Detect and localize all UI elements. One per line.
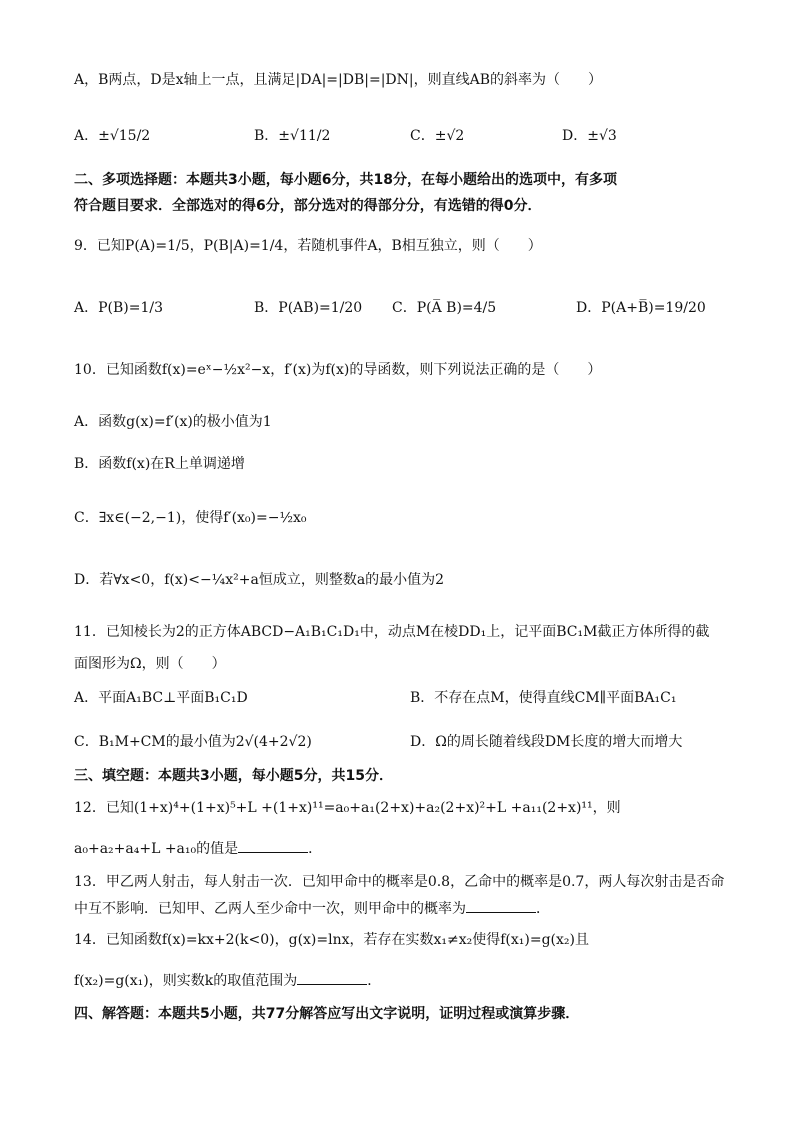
section-4-title: 四、解答题：本题共5小题，共77分解答应写出文字说明，证明过程或演算步骤． (74, 1006, 580, 1022)
q12-line-2: a₀+a₂+a₄+L +a₁₀的值是 ． (74, 838, 322, 859)
q14-line-1: 14．已知函数f(x)=kx+2(k<0)，g(x)=lnx，若存在实数x₁≠x₂使得f(x₁)=g(x₂)且 (74, 932, 589, 948)
q9-option-d: D．P(A+B̅)=19/20 (576, 300, 706, 316)
q10-option-d: D．若∀x<0，f(x)<−¼x²+a恒成立，则整数a的最小值为2 (74, 572, 445, 588)
q11-option-c: C．B₁M+CM的最小值为2√(4+2√2) (74, 734, 312, 750)
q12-line-1: 12．已知(1+x)⁴+(1+x)⁵+L +(1+x)¹¹=a₀+a₁(2+x)+a₂(2+x)²+L +a₁₁(2+x)¹¹，则 (74, 800, 621, 816)
q10-stem: 10．已知函数f(x)=eˣ−½x²−x，f′(x)为f(x)的导函数，则下列说法正确的是（ ） (74, 362, 602, 378)
section-2-title-line-2: 符合题目要求．全部选对的得6分，部分选对的得部分分，有选错的得0分． (74, 198, 542, 214)
q8-stem: A，B两点，D是x轴上一点，且满足|DA|=|DB|=|DN|，则直线AB的斜率为（ ） (74, 72, 602, 88)
q13-line-2: 中互不影响．已知甲、乙两人至少命中一次，则甲命中的概率为 ． (74, 898, 550, 919)
q9-option-a: A．P(B)=1/3 (74, 300, 164, 316)
q10-option-b: B．函数f(x)在R上单调递增 (74, 456, 245, 472)
q11-option-d: D．Ω的周长随着线段DM长度的增大而增大 (410, 734, 683, 750)
q11-option-a: A．平面A₁BC⊥平面B₁C₁D (74, 690, 248, 706)
q11-stem-line-2: 面图形为Ω，则（ ） (74, 656, 226, 672)
q14-line-2-text: f(x₂)=g(x₁)，则实数k的取值范围为 (74, 973, 298, 989)
q10-option-c: C．∃x∈(−2,−1)，使得f′(x₀)=−½x₀ (74, 510, 307, 526)
q13-line-1: 13．甲乙两人射击，每人射击一次．已知甲命中的概率是0.8，乙命中的概率是0.7，两人每次射击是否命 (74, 874, 725, 890)
q9-option-c: C．P(A̅ B)=4/5 (392, 300, 497, 316)
q13-line-2-text: 中互不影响．已知甲、乙两人至少命中一次，则甲命中的概率为 (74, 901, 466, 917)
q8-option-c: C．±√2 (410, 128, 465, 144)
q14-answer-blank[interactable] (297, 970, 367, 985)
q14-line-2: f(x₂)=g(x₁)，则实数k的取值范围为 ． (74, 970, 381, 991)
q12-answer-blank[interactable] (238, 838, 308, 853)
q8-option-a: A．±√15/2 (74, 128, 151, 144)
q8-option-b: B．±√11/2 (254, 128, 331, 144)
q10-option-a: A．函数g(x)=f′(x)的极小值为1 (74, 414, 272, 430)
section-3-title: 三、填空题：本题共3小题，每小题5分，共15分． (74, 768, 393, 784)
q12-line-2-text: a₀+a₂+a₄+L +a₁₀的值是 (74, 841, 239, 857)
q8-option-d: D．±√3 (562, 128, 617, 144)
q11-stem-line-1: 11．已知棱长为2的正方体ABCD−A₁B₁C₁D₁中，动点M在棱DD₁上，记平面BC₁M截正方体所得的截 (74, 624, 710, 640)
section-2-title-line-1: 二、多项选择题：本题共3小题，每小题6分，共18分，在每小题给出的选项中，有多项 (74, 172, 617, 188)
q11-option-b: B．不存在点M，使得直线CM∥平面BA₁C₁ (410, 690, 677, 706)
q9-stem: 9．已知P(A)=1/5，P(B|A)=1/4，若随机事件A，B相互独立，则（ ） (74, 238, 542, 254)
q13-answer-blank[interactable] (466, 898, 536, 913)
q9-option-b: B．P(AB)=1/20 (254, 300, 363, 316)
